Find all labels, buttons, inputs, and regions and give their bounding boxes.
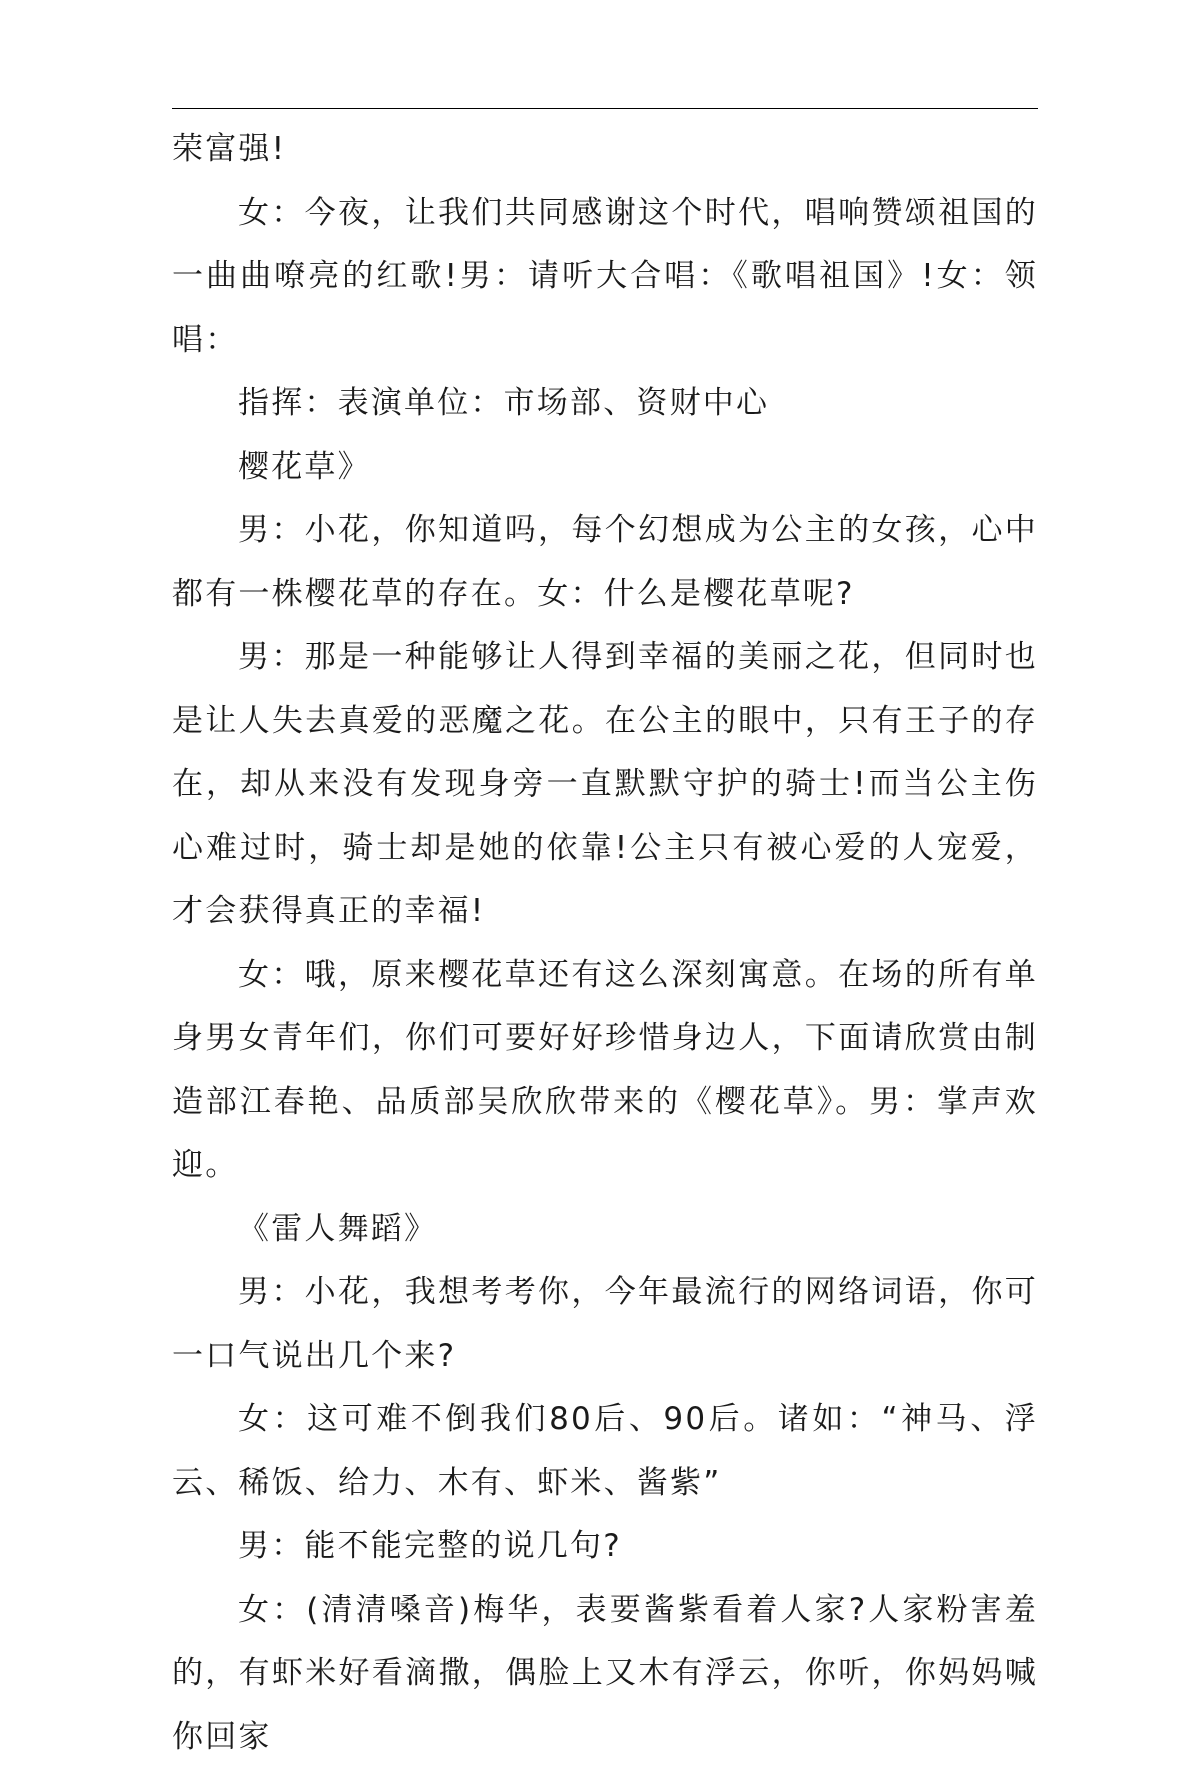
paragraph: 男：小花，我想考考你，今年最流行的网络词语，你可一口气说出几个来? <box>172 1261 1038 1388</box>
paragraph: 男：小花，你知道吗，每个幻想成为公主的女孩，心中都有一株樱花草的存在。女：什么是樱花草呢? <box>172 499 1038 626</box>
header-rule <box>172 108 1038 109</box>
paragraph: 女：这可难不倒我们80后、90后。诸如：“神马、浮云、稀饭、给力、木有、虾米、酱紫” <box>172 1388 1038 1515</box>
program-title: 《雷人舞蹈》 <box>172 1198 1038 1262</box>
paragraph: 男：能不能完整的说几句? <box>172 1515 1038 1579</box>
document-body <box>172 118 1038 1769</box>
paragraph: 女：哦，原来樱花草还有这么深刻寓意。在场的所有单身男女青年们，你们可要好好珍惜身边人，下面请欣赏由制造部江春艳、品质部吴欣欣带来的《樱花草》。男：掌声欢迎。 <box>172 944 1038 1198</box>
paragraph: 女：今夜，让我们共同感谢这个时代，唱响赞颂祖国的一曲曲嘹亮的红歌!男：请听大合唱：《歌唱祖国》!女：领唱： <box>172 182 1038 373</box>
paragraph: 指挥：表演单位：市场部、资财中心 <box>172 372 1038 436</box>
paragraph-continuation: 荣富强! <box>172 118 1038 182</box>
paragraph: 男：那是一种能够让人得到幸福的美丽之花，但同时也是让人失去真爱的恶魔之花。在公主的眼中，只有王子的存在，却从来没有发现身旁一直默默守护的骑士!而当公主伤心难过时，骑士却是她的依靠!公主只有被心爱的人宠爱，才会获得真正的幸福! <box>172 626 1038 944</box>
paragraph: 女：(清清嗓音)梅华，表要酱紫看着人家?人家粉害羞的，有虾米好看滴撒，偶脸上又木有浮云，你听，你妈妈喊你回家 <box>172 1579 1038 1769</box>
program-title: 樱花草》 <box>172 436 1038 500</box>
